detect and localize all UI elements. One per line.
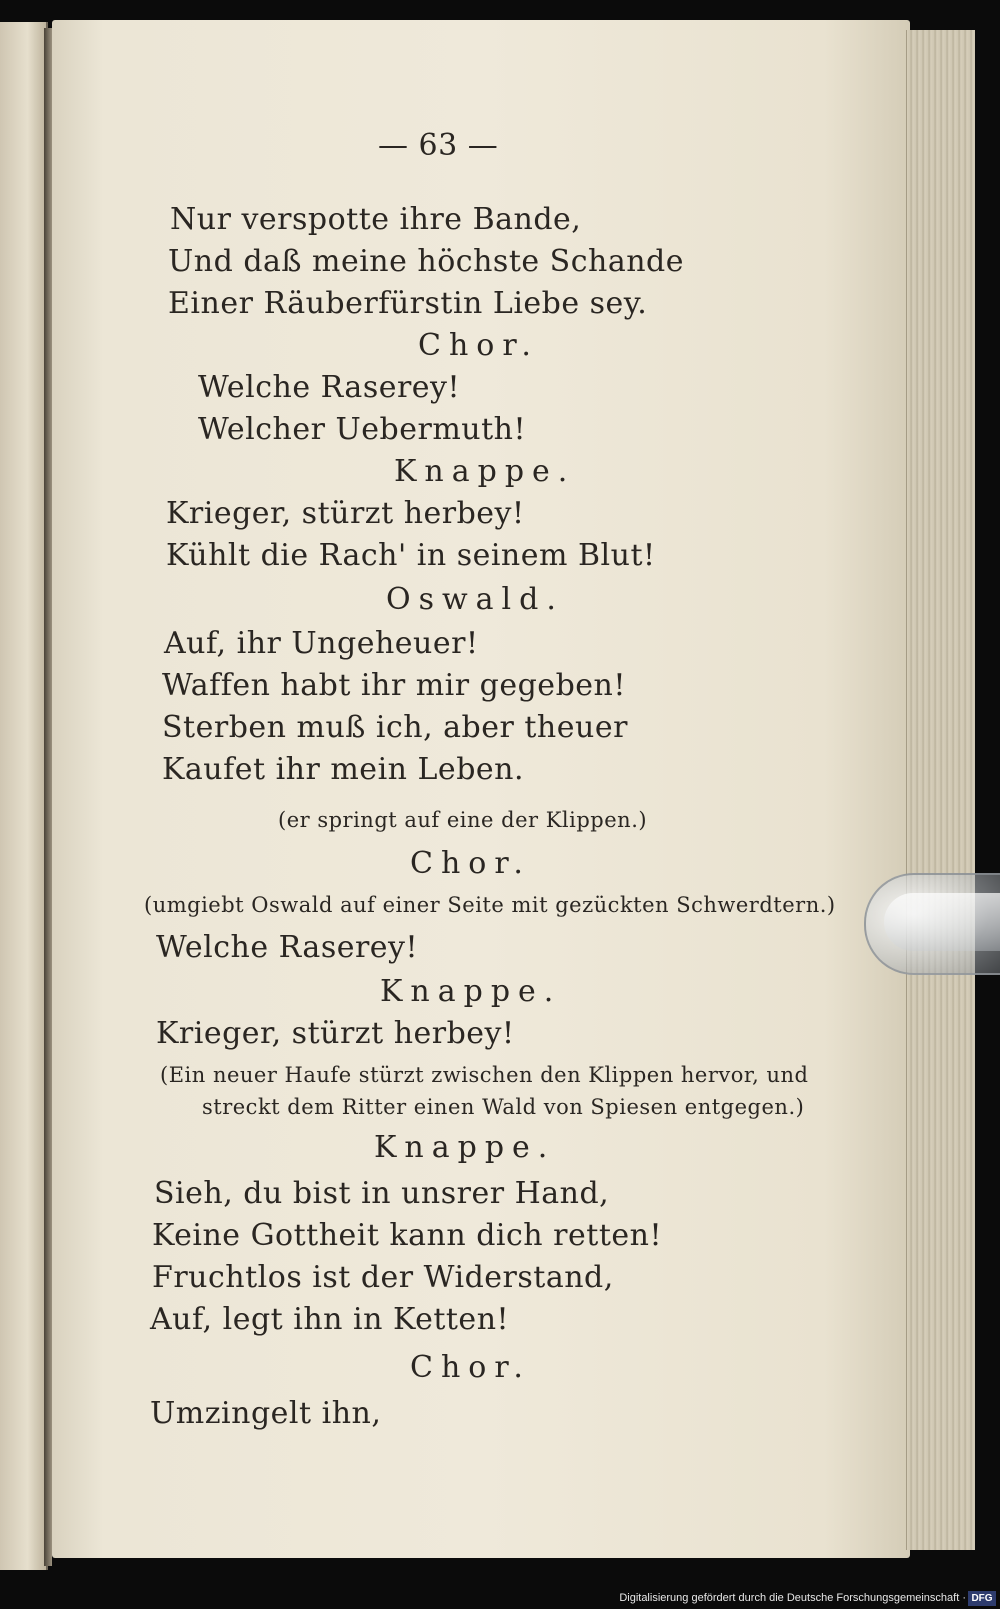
speaker-heading: Oswald. [386, 582, 564, 617]
speaker-heading: Knappe. [394, 454, 576, 489]
verse-line: Und daß meine höchste Schande [168, 244, 685, 279]
stage-direction: (er springt auf eine der Klippen.) [278, 808, 648, 832]
page-edges [906, 30, 975, 1550]
verse-line: Auf, ihr Ungeheuer! [164, 626, 479, 661]
verse-line: Fruchtlos ist der Widerstand, [152, 1260, 614, 1295]
stage-direction: (Ein neuer Haufe stürzt zwischen den Klippen hervor, und [160, 1063, 809, 1087]
verse-line: Krieger, stürzt herbey! [166, 496, 525, 531]
page-clip [864, 873, 1000, 975]
left-page-edge [0, 22, 48, 1570]
speaker-heading: Knappe. [374, 1130, 556, 1165]
stage-direction: streckt dem Ritter einen Wald von Spiesen entgegen.) [202, 1095, 805, 1119]
verse-line: Welcher Uebermuth! [198, 412, 527, 447]
verse-line: Sieh, du bist in unsrer Hand, [154, 1176, 610, 1211]
verse-line: Kaufet ihr mein Leben. [162, 752, 525, 787]
verse-line: Welche Raserey! [156, 930, 419, 965]
speaker-heading: Chor. [410, 846, 531, 881]
page-number: — 63 — [378, 128, 499, 163]
verse-line: Sterben muß ich, aber theuer [162, 710, 628, 745]
speaker-heading: Chor. [418, 328, 539, 363]
verse-line: Krieger, stürzt herbey! [156, 1016, 515, 1051]
verse-line: Auf, legt ihn in Ketten! [150, 1302, 510, 1337]
verse-line: Nur verspotte ihre Bande, [170, 202, 582, 237]
digitization-credit: Digitalisierung gefördert durch die Deutsche Forschungsgemeinschaft · [619, 1592, 966, 1604]
speaker-heading: Knappe. [380, 974, 562, 1009]
verse-line: Umzingelt ihn, [150, 1396, 382, 1431]
dfg-logo: DFG [968, 1591, 996, 1606]
verse-line: Welche Raserey! [198, 370, 461, 405]
verse-line: Einer Räuberfürstin Liebe sey. [168, 286, 648, 321]
stage-direction: (umgiebt Oswald auf einer Seite mit gezückten Schwerdtern.) [144, 893, 836, 917]
verse-line: Waffen habt ihr mir gegeben! [162, 668, 626, 703]
verse-line: Keine Gottheit kann dich retten! [152, 1218, 663, 1253]
verse-line: Kühlt die Rach' in seinem Blut! [166, 538, 656, 573]
speaker-heading: Chor. [410, 1350, 531, 1385]
book-spine [44, 28, 52, 1566]
